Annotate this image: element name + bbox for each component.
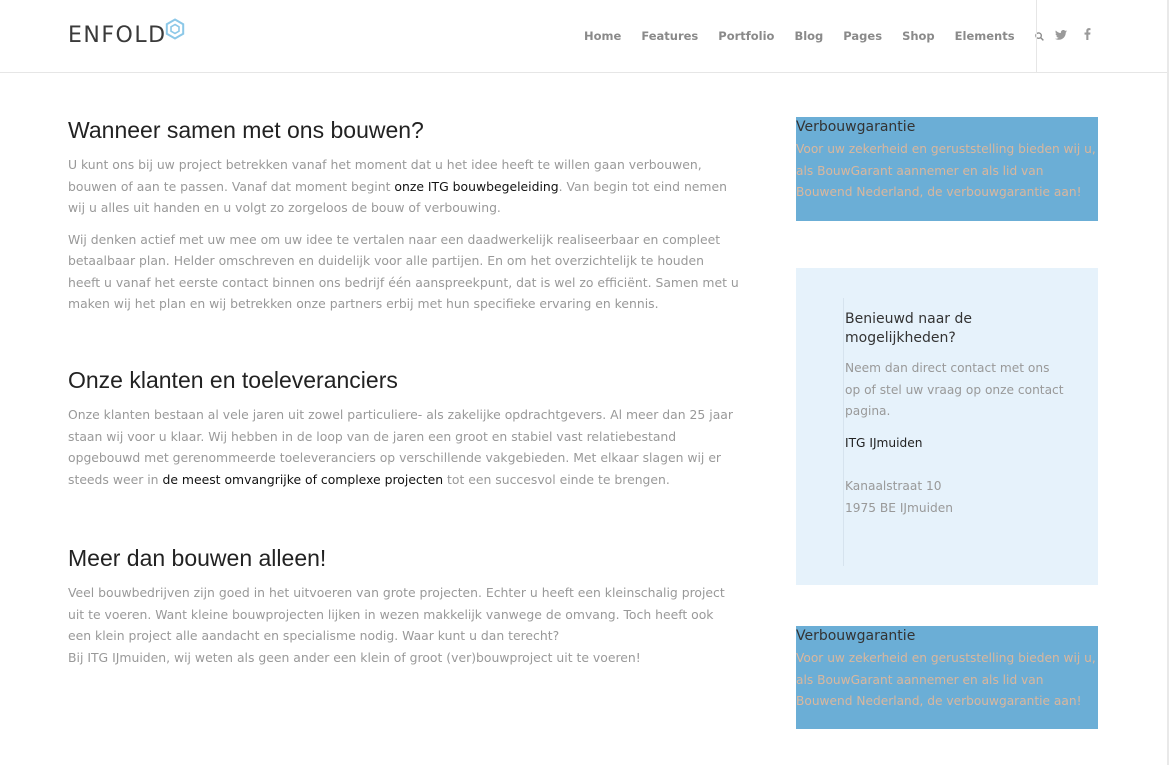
widget-text: Voor uw zekerheid en geruststelling bieden wij u, als BouwGarant aannemer en als lid van Bouwend Nederland, de verbouwgarantie aan! [796, 651, 1096, 708]
paragraph: Onze klanten bestaan al vele jaren uit zowel particuliere- als zakelijke opdrachtgevers. Al meer dan 25 jaar staan wij voor u klaar. Wij hebben in de loop van de jaren een groot en stabiel vast relatiebestand opgebouwd met gerenommeerde toeleveranciers op verschillende vakgebieden. Met elkaar slagen wij er steeds weer in de meest omvangrijke of complexe projecten tot een succesvol einde te brengen. [68, 407, 733, 487]
nav-portfolio[interactable]: Portfolio [718, 29, 775, 43]
section-more [68, 544, 740, 678]
facebook-icon[interactable] [1074, 28, 1100, 44]
nav-pages[interactable]: Pages [843, 29, 883, 43]
contact-block [845, 310, 1065, 519]
section-title: Wanneer samen met ons bouwen? [68, 117, 424, 143]
address-city: 1975 BE IJmuiden [845, 500, 953, 515]
site-header [0, 0, 1169, 73]
header-divider [1036, 0, 1037, 72]
widget-text: Voor uw zekerheid en geruststelling bieden wij u, als BouwGarant aannemer en als lid van Bouwend Nederland, de verbouwgarantie aan! [796, 142, 1096, 199]
paragraph: Wij denken actief met uw mee om uw idee te vertalen naar een daadwerkelijk realiseerbaar en compleet betaalbaar plan. Helder omschreven en duidelijk voor alle partijen. En om het overzichtelijk te houden heeft u vanaf het eerste contact binnen ons bedrijf één aanspreekpunt, dat is wel zo efficiënt. Samen met u maken wij het plan en wij betrekken onze partners erbij met hun specifieke ervaring en kennis. [68, 231, 739, 311]
verbouwgarantie-widget [796, 117, 1098, 221]
logo-text: ENFOLD [68, 23, 167, 48]
contact-text: Neem dan direct contact met ons op of stel uw vraag op onze contact pagina. [845, 361, 1064, 418]
address-street: Kanaalstraat 10 [845, 479, 942, 493]
widget-title: Verbouwgarantie [796, 628, 916, 644]
paragraph: U kunt ons bij uw project betrekken vanaf het moment dat u het idee heeft te willen gaan verbouwen, bouwen of aan te passen. Vanaf dat moment begint onze ITG bouwbegeleiding. Van begin tot eind nemen wij u alles uit handen en u volgt zo zorgeloos de bouw of verbouwing. [68, 157, 727, 215]
nav-blog[interactable]: Blog [794, 29, 824, 43]
section-clients [68, 366, 740, 500]
social-links [1048, 0, 1100, 72]
paragraph: Bij ITG IJmuiden, wij weten als geen ander een klein of groot (ver)bouwproject uit te voeren! [68, 649, 641, 665]
paragraph: Veel bouwbedrijven zijn goed in het uitvoeren van grote projecten. Echter u heeft een kleinschalig project uit te voeren. Want kleine bouwprojecten lijken in wezen makkelijk vanwege de omvang. Toch heeft ook een klein project alle aandacht en specialisme nodig. Waar kunt u dan terecht? [68, 585, 725, 643]
hexagon-logo-icon [164, 18, 186, 40]
site-logo[interactable] [68, 19, 186, 49]
nav-elements[interactable]: Elements [954, 29, 1015, 43]
nav-features[interactable]: Features [641, 29, 699, 43]
main-nav [574, 0, 1054, 72]
section-when [68, 116, 740, 325]
nav-home[interactable]: Home [584, 29, 622, 43]
contact-widget [796, 268, 1098, 585]
nav-shop[interactable]: Shop [902, 29, 935, 43]
verbouwgarantie-widget [796, 626, 1098, 729]
company-name: ITG IJmuiden [845, 435, 923, 450]
twitter-icon[interactable] [1048, 29, 1074, 44]
divider [843, 298, 844, 566]
complex-projects-link[interactable]: de meest omvangrijke of complexe projecten [162, 471, 444, 487]
itg-bouwbegeleiding-link[interactable]: onze ITG bouwbegeleiding [394, 178, 559, 194]
section-title: Meer dan bouwen alleen! [68, 545, 327, 571]
section-title: Onze klanten en toeleveranciers [68, 367, 398, 393]
contact-title: Benieuwd naar de mogelijkheden? [845, 311, 972, 346]
widget-title: Verbouwgarantie [796, 119, 916, 135]
